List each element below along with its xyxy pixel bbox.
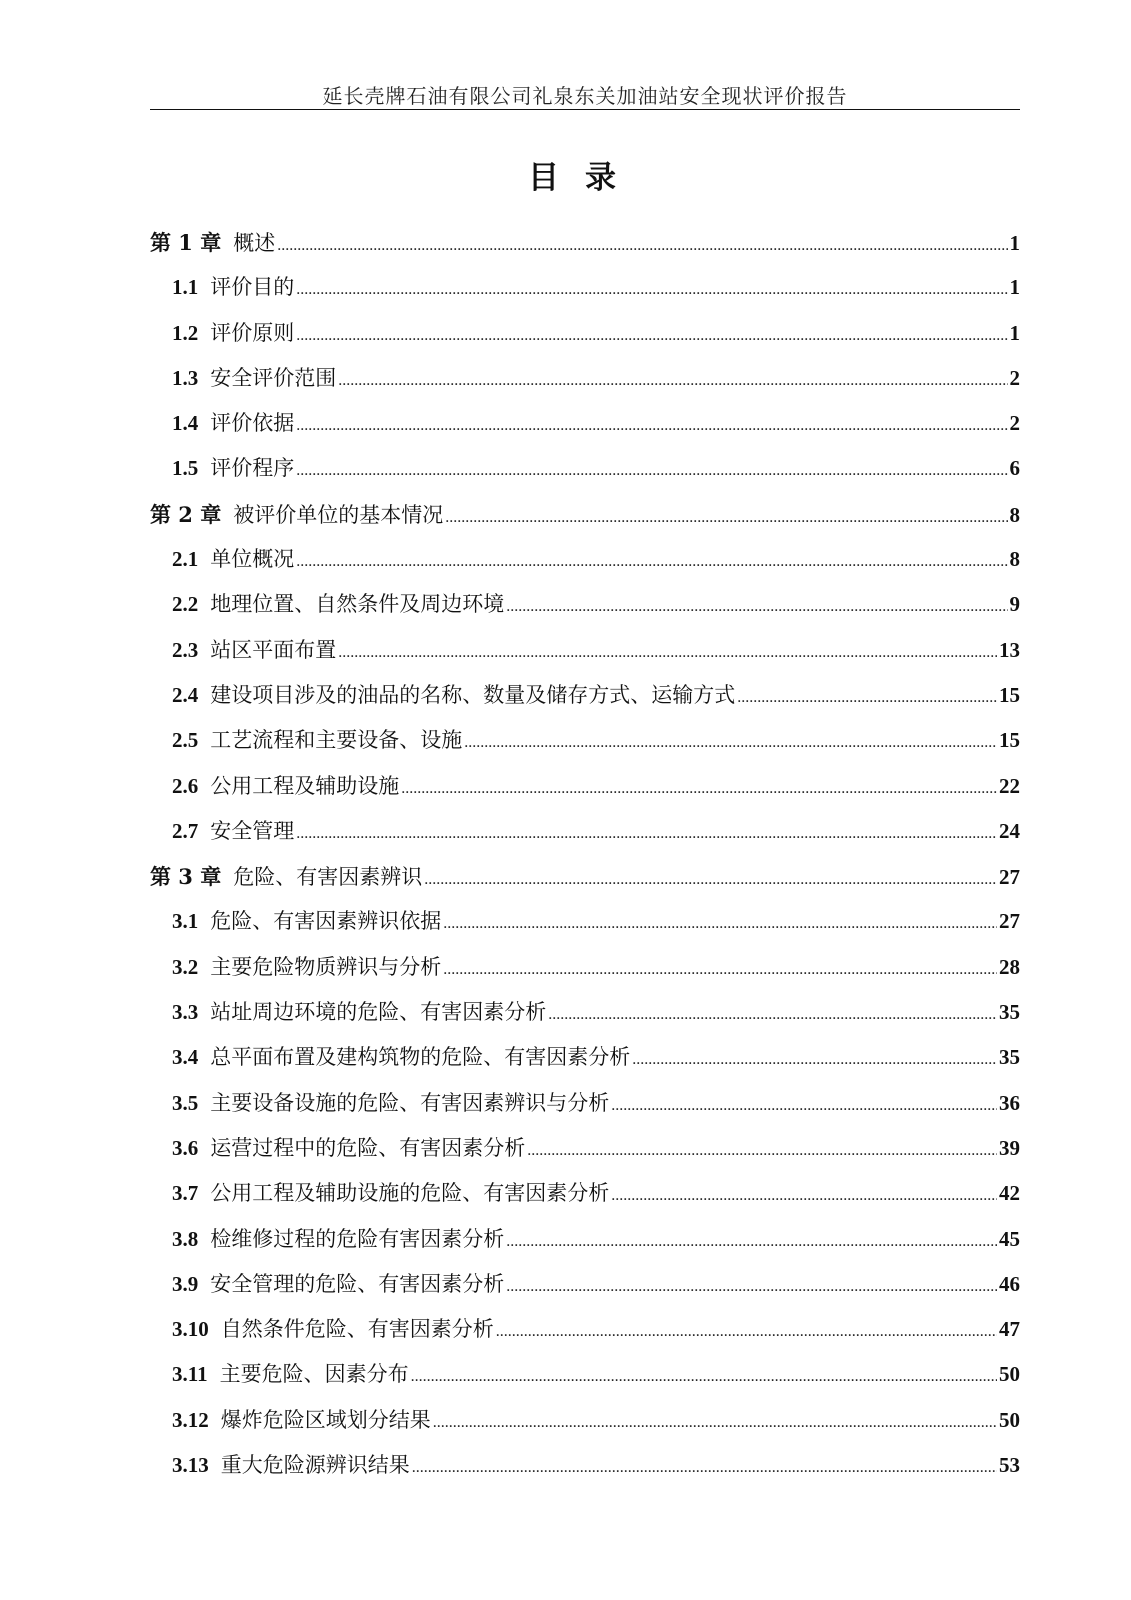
toc-section-entry[interactable] — [150, 356, 1020, 401]
toc-entry-title: 主要危险、因素分布 — [219, 1362, 409, 1387]
toc-entry-number: 2.3 — [172, 637, 199, 662]
toc-entry-page: 27 — [999, 909, 1020, 934]
toc-entry-title: 自然条件危险、有害因素分析 — [220, 1317, 494, 1342]
toc-section-entry[interactable] — [150, 990, 1020, 1035]
toc-entry-page: 50 — [999, 1362, 1020, 1387]
toc-section-entry[interactable] — [150, 809, 1020, 854]
toc-entry-page: 50 — [999, 1407, 1020, 1432]
toc-entry-page: 28 — [999, 954, 1020, 979]
toc-section-entry[interactable] — [150, 401, 1020, 446]
toc-entry-page: 45 — [999, 1226, 1020, 1251]
toc-dot-leader — [277, 223, 1007, 268]
toc-entry-page: 15 — [999, 728, 1020, 753]
toc-section-entry[interactable] — [150, 1171, 1020, 1216]
toc-entry-number: 第 2 章 — [150, 501, 222, 527]
header-rule — [150, 109, 1020, 110]
toc-entry-title: 评价依据 — [210, 411, 295, 436]
toc-section-entry[interactable] — [150, 1035, 1020, 1080]
toc-entry-number: 3.9 — [172, 1271, 199, 1296]
toc-title: 目录 — [528, 160, 642, 196]
toc-entry-page: 22 — [999, 773, 1020, 798]
toc-entry-page: 27 — [999, 865, 1020, 890]
toc-entry-title: 重大危险源辨识结果 — [220, 1453, 410, 1478]
toc-dot-leader — [464, 720, 997, 765]
toc-dot-leader — [496, 1309, 997, 1354]
toc-entry-number: 3.10 — [172, 1317, 209, 1342]
toc-entry-page: 1 — [1009, 231, 1020, 255]
toc-entry-title: 主要危险物质辨识与分析 — [210, 954, 442, 979]
toc-section-entry[interactable] — [150, 945, 1020, 990]
toc-section-entry[interactable] — [150, 628, 1020, 673]
toc-entry-number: 2.7 — [172, 818, 199, 843]
toc-entry-page: 47 — [999, 1317, 1020, 1342]
toc-entry-page: 35 — [999, 1045, 1020, 1070]
toc-section-entry[interactable] — [150, 1126, 1020, 1171]
toc-entry-number: 1.3 — [172, 365, 199, 390]
toc-entry-title: 评价原则 — [210, 320, 295, 345]
toc-chapter-entry[interactable] — [150, 854, 1020, 899]
page-header: 延长壳牌石油有限公司礼泉东关加油站安全现状评价报告 — [322, 84, 848, 108]
toc-dot-leader — [611, 1083, 997, 1128]
toc-entry-title: 检维修过程的危险有害因素分析 — [210, 1226, 505, 1251]
toc-entry-title: 评价程序 — [210, 456, 295, 481]
toc-entry-title: 总平面布置及建构筑物的危险、有害因素分析 — [210, 1045, 631, 1070]
toc-entry-page: 8 — [1009, 502, 1020, 527]
toc-entry-number: 3.5 — [172, 1090, 199, 1115]
toc-entry-number: 3.2 — [172, 954, 199, 979]
toc-dot-leader — [611, 1173, 997, 1218]
toc-section-entry[interactable] — [150, 582, 1020, 627]
toc-dot-leader — [296, 539, 1007, 584]
toc-entry-number: 3.1 — [172, 909, 199, 934]
toc-section-entry[interactable] — [150, 265, 1020, 310]
toc-entry-number: 3.7 — [172, 1181, 199, 1206]
toc-section-entry[interactable] — [150, 1262, 1020, 1307]
toc-entry-title: 工艺流程和主要设备、设施 — [210, 728, 463, 753]
toc-entry-page: 53 — [999, 1453, 1020, 1478]
toc-section-entry[interactable] — [150, 899, 1020, 944]
toc-section-entry[interactable] — [150, 311, 1020, 356]
toc-dot-leader — [506, 1219, 997, 1264]
toc-entry-page: 35 — [999, 1000, 1020, 1025]
toc-dot-leader — [548, 992, 997, 1037]
toc-entry-number: 3.12 — [172, 1407, 209, 1432]
toc-entry-number: 2.5 — [172, 728, 199, 753]
toc-entry-page: 24 — [999, 818, 1020, 843]
toc-dot-leader — [412, 1445, 997, 1490]
toc-dot-leader — [338, 358, 1007, 403]
toc-entry-number: 第 1 章 — [150, 230, 222, 255]
toc-dot-leader — [737, 675, 997, 720]
toc-entry-number: 3.8 — [172, 1226, 199, 1251]
toc-entry-number: 1.4 — [172, 411, 199, 436]
toc-dot-leader — [506, 584, 1007, 629]
toc-entry-title: 危险、有害因素辨识依据 — [210, 909, 442, 934]
toc-entry-number: 1.5 — [172, 456, 199, 481]
toc-section-entry[interactable] — [150, 673, 1020, 718]
toc-entry-title: 公用工程及辅助设施的危险、有害因素分析 — [210, 1181, 610, 1206]
toc-entry-title: 单位概况 — [210, 547, 295, 572]
toc-entry-page: 36 — [999, 1090, 1020, 1115]
toc-section-entry[interactable] — [150, 1307, 1020, 1352]
toc-entry-page: 1 — [1009, 275, 1020, 300]
toc-dot-leader — [443, 901, 997, 946]
toc-entry-title: 安全管理的危险、有害因素分析 — [210, 1271, 505, 1296]
toc-chapter-entry[interactable] — [150, 220, 1020, 265]
toc-entry-page: 1 — [1009, 320, 1020, 345]
toc-entry-title: 建设项目涉及的油品的名称、数量及储存方式、运输方式 — [210, 682, 736, 707]
toc-dot-leader — [632, 1037, 997, 1082]
toc-chapter-entry[interactable] — [150, 492, 1020, 537]
toc-dot-leader — [296, 448, 1007, 493]
toc-entry-page: 6 — [1009, 456, 1020, 481]
toc-entry-title: 安全管理 — [210, 818, 295, 843]
toc-entry-title: 站区平面布置 — [210, 637, 337, 662]
toc-entry-title: 评价目的 — [210, 275, 295, 300]
toc-dot-leader — [433, 1400, 997, 1445]
toc-entry-title: 被评价单位的基本情况 — [233, 502, 444, 527]
toc-dot-leader — [296, 403, 1007, 448]
toc-entry-title: 公用工程及辅助设施 — [210, 773, 400, 798]
toc-section-entry[interactable] — [150, 1081, 1020, 1126]
toc-entry-page: 42 — [999, 1181, 1020, 1206]
toc-dot-leader — [296, 811, 997, 856]
toc-entry-number: 第 3 章 — [150, 864, 222, 890]
toc-dot-leader — [506, 1264, 997, 1309]
toc-entry-number: 2.2 — [172, 592, 199, 617]
toc-entry-number: 1.2 — [172, 320, 199, 345]
toc-entry-number: 3.4 — [172, 1045, 199, 1070]
toc-section-entry[interactable] — [150, 537, 1020, 582]
toc-dot-leader — [445, 495, 1007, 540]
toc-dot-leader — [411, 1354, 997, 1399]
toc-section-entry[interactable] — [150, 764, 1020, 809]
toc-entry-page: 2 — [1009, 365, 1020, 390]
toc-list — [150, 220, 1020, 1488]
toc-section-entry[interactable] — [150, 1217, 1020, 1262]
toc-dot-leader — [424, 857, 997, 902]
toc-entry-number: 2.1 — [172, 547, 199, 572]
toc-dot-leader — [443, 947, 997, 992]
toc-entry-title: 主要设备设施的危险、有害因素辨识与分析 — [210, 1090, 610, 1115]
toc-entry-page: 15 — [999, 682, 1020, 707]
toc-entry-title: 安全评价范围 — [210, 365, 337, 390]
toc-entry-number: 3.6 — [172, 1135, 199, 1160]
toc-entry-title: 爆炸危险区域划分结果 — [220, 1407, 431, 1432]
toc-entry-page: 46 — [999, 1271, 1020, 1296]
toc-section-entry[interactable] — [150, 1352, 1020, 1397]
toc-entry-number: 1.1 — [172, 275, 199, 300]
toc-entry-title: 地理位置、自然条件及周边环境 — [210, 592, 505, 617]
toc-entry-number: 2.6 — [172, 773, 199, 798]
toc-entry-page: 39 — [999, 1135, 1020, 1160]
toc-dot-leader — [338, 630, 997, 675]
toc-section-entry[interactable] — [150, 718, 1020, 763]
toc-entry-number: 3.3 — [172, 1000, 199, 1025]
toc-dot-leader — [296, 267, 1007, 312]
toc-entry-title: 概述 — [233, 231, 276, 255]
toc-entry-page: 9 — [1009, 592, 1020, 617]
toc-section-entry[interactable] — [150, 1398, 1020, 1443]
toc-entry-title: 危险、有害因素辨识 — [233, 865, 423, 890]
toc-dot-leader — [527, 1128, 997, 1173]
toc-entry-page: 13 — [999, 637, 1020, 662]
toc-section-entry[interactable] — [150, 446, 1020, 491]
toc-dot-leader — [401, 766, 997, 811]
toc-entry-page: 2 — [1009, 411, 1020, 436]
toc-dot-leader — [296, 313, 1007, 358]
toc-entry-number: 2.4 — [172, 682, 199, 707]
toc-entry-title: 运营过程中的危险、有害因素分析 — [210, 1135, 526, 1160]
toc-entry-number: 3.11 — [172, 1362, 208, 1387]
toc-entry-title: 站址周边环境的危险、有害因素分析 — [210, 1000, 547, 1025]
toc-entry-page: 8 — [1009, 547, 1020, 572]
toc-entry-number: 3.13 — [172, 1453, 209, 1478]
toc-section-entry[interactable] — [150, 1443, 1020, 1488]
